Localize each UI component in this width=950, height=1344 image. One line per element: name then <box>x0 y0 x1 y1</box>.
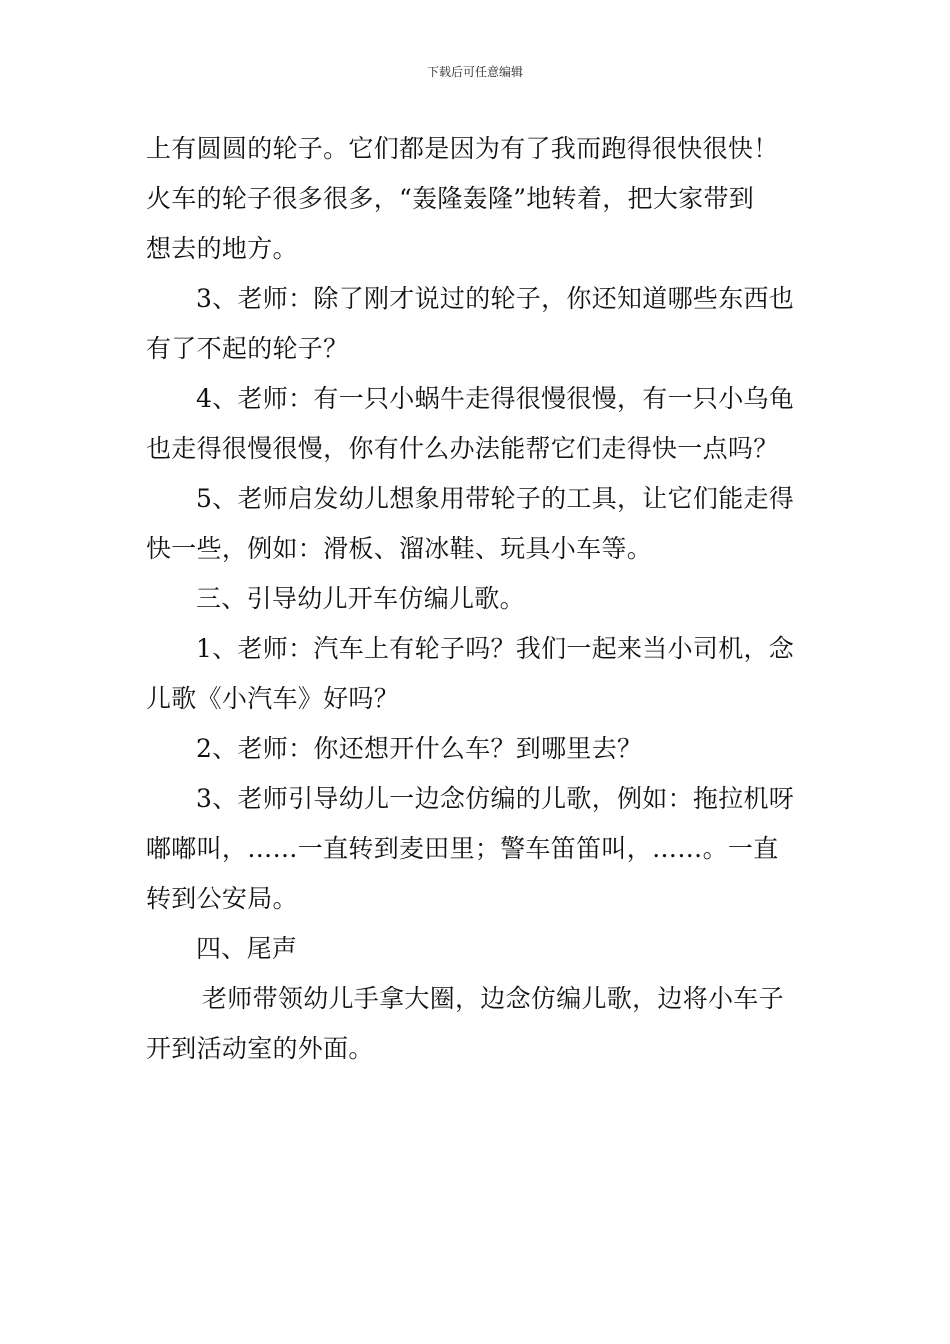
text-line: 2、老师：你还想开什么车？到哪里去？ <box>196 734 643 763</box>
text-line: 想去的地方。 <box>146 234 298 263</box>
page-header-note: 下载后可任意编辑 <box>426 65 523 79</box>
text-line: 3、老师：除了刚才说过的轮子，你还知道哪些东西也 <box>196 284 795 313</box>
text-line: 3、老师引导幼儿一边念仿编的儿歌，例如：拖拉机呀 <box>196 784 795 813</box>
section-heading: 三、引导幼儿开车仿编儿歌。 <box>196 584 525 613</box>
text-line: 嘟嘟叫，……一直转到麦田里；警车笛笛叫，……。一直 <box>146 834 779 863</box>
text-line: 也走得很慢很慢，你有什么办法能帮它们走得快一点吗？ <box>146 434 779 463</box>
section-heading: 四、尾声 <box>196 934 298 963</box>
text-line: 上有圆圆的轮子。它们都是因为有了我而跑得很快很快！ <box>146 134 779 163</box>
text-line: 儿歌《小汽车》好吗？ <box>146 684 400 713</box>
text-line: 火车的轮子很多很多，“轰隆轰隆”地转着，把大家带到 <box>146 184 755 213</box>
document-body <box>146 124 810 1074</box>
text-line: 有了不起的轮子？ <box>146 334 349 363</box>
text-line: 转到公安局。 <box>146 884 298 913</box>
text-line: 4、老师：有一只小蜗牛走得很慢很慢，有一只小乌龟 <box>196 384 795 413</box>
text-line: 老师带领幼儿手拿大圈，边念仿编儿歌，边将小车子 <box>202 984 784 1013</box>
text-line: 5、老师启发幼儿想象用带轮子的工具，让它们能走得 <box>196 484 795 513</box>
text-line: 开到活动室的外面。 <box>146 1034 374 1063</box>
text-line: 1、老师：汽车上有轮子吗？我们一起来当小司机，念 <box>196 634 795 663</box>
text-line: 快一些，例如：滑板、溜冰鞋、玩具小车等。 <box>146 534 653 563</box>
